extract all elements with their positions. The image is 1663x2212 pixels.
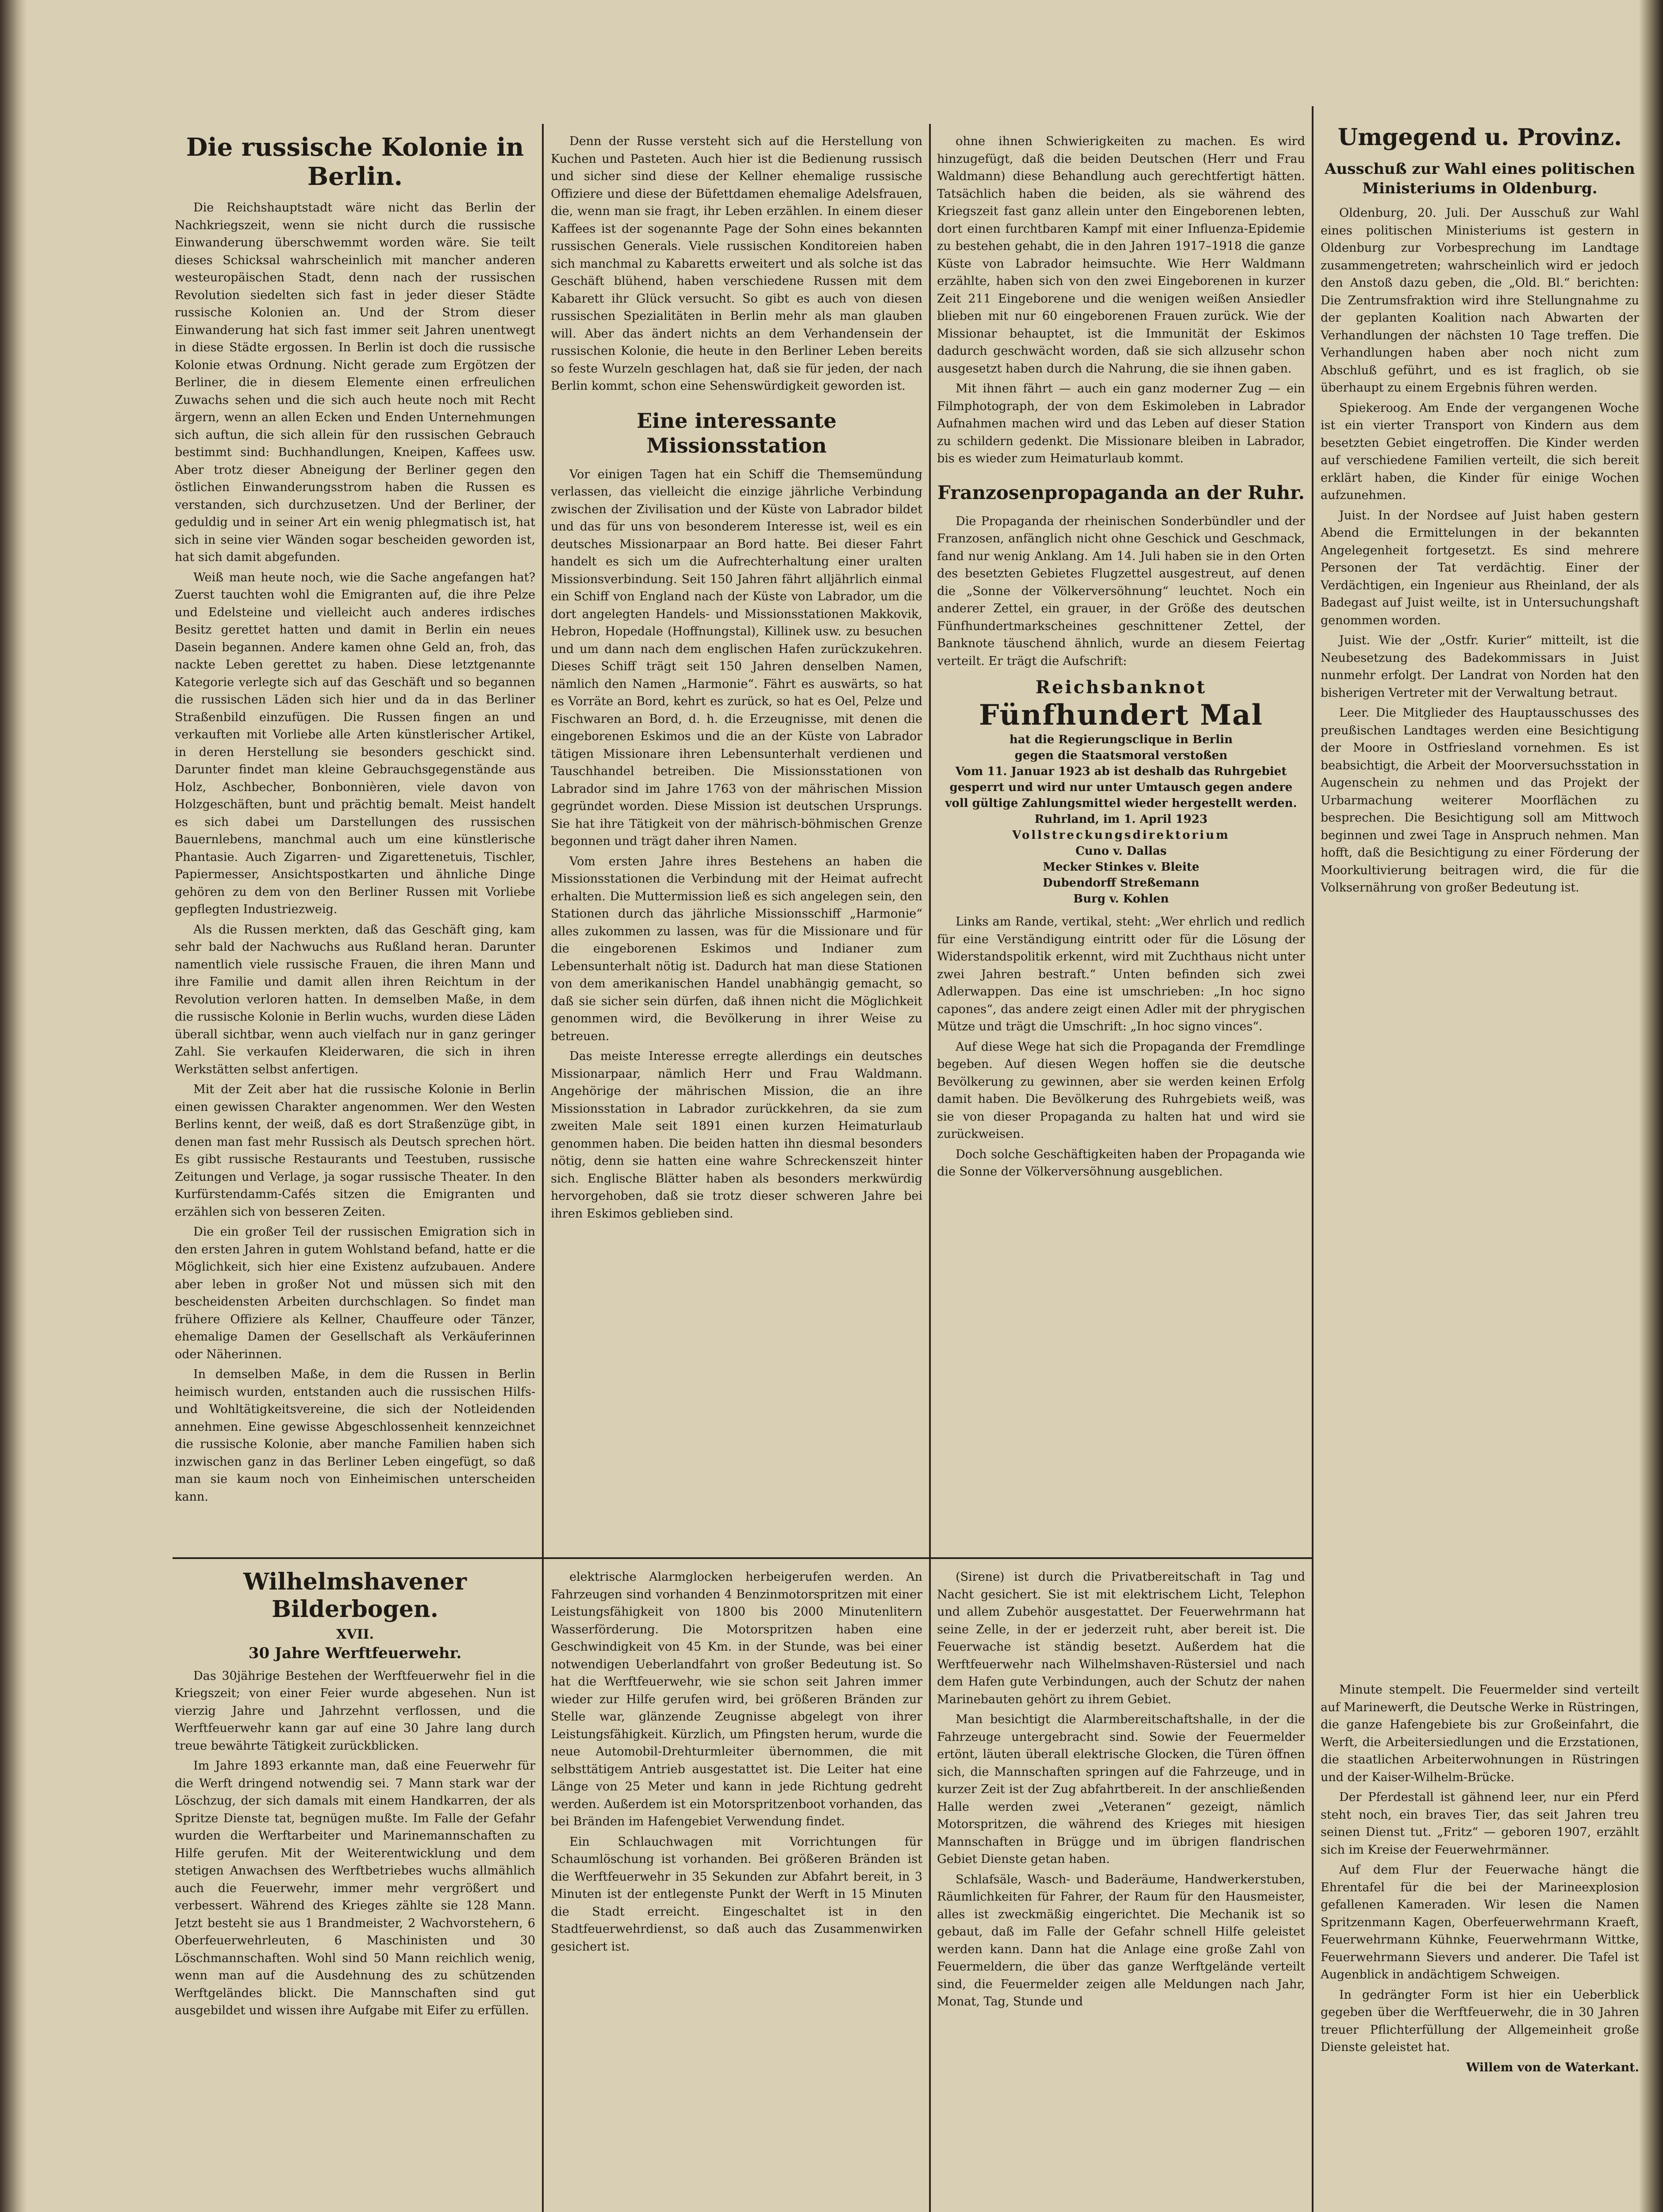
paragraph: Doch solche Geschäftigkeiten haben der Propaganda wie die Sonne der Völkerversöhnung ausgeblichen. xyxy=(937,1147,1305,1179)
bilderbogen-col-d xyxy=(1321,1681,1639,2212)
paragraph: Mit ihnen fährt — auch ein ganz moderner Zug — ein Filmphotograph, der von dem Eskimoleben in Labrador Aufnahmen machen wird und das Leben auf dieser Station zu schildern gedenkt. Die Missionare bleiben in Labrador, bis es wieder zum Heimaturlaub kommt. xyxy=(937,382,1305,465)
banknote-line: gegen die Staatsmoral verstoßen xyxy=(1014,749,1228,762)
bilderbogen-col-a xyxy=(175,1568,535,2212)
article-russian-colony xyxy=(175,133,535,1548)
paragraph: Minute stempelt. Die Feuermelder sind verteilt auf Marinewerft, die Deutsche Werke in Rüstringen, die ganze Hafengebiete bis zur Großeinfahrt, die Werft, die Arbeitersiedlungen und die Erzstationen, die staatlichen Arbeiterwohnungen in Rüstringen und der Kaiser-Wilhelm-Brücke. xyxy=(1321,1683,1639,1784)
column-rule xyxy=(542,1557,544,2212)
article-mission-station xyxy=(551,133,922,1548)
banknote-line: Vollstreckungsdirektorium xyxy=(1012,829,1230,842)
paragraph: ohne ihnen Schwierigkeiten zu machen. Es wird hinzugefügt, daß die beiden Deutschen (Herr und Frau Waldmann) diese Behandlung auch gerechtfertigt hätten. Tatsächlich haben die beiden, als sie während des Kriegszeit fast ganz allein unter den Eingeborenen lebten, dort einen furchtbaren Kampf mit einer Influenza-Epidemie zu bestehen gehabt, die in den Jahren 1917–1918 die ganze Küste von Labrador heimsuchte. Wie Herr Waldmann erzählte, haben sich von den zwei Eingeborenen in kurzer Zeit 211 Eingeborene und die wenigen weißen Ansiedler blieben mit nur 60 eingeborenen Frauen zurück. Wie der Missionar behauptet, ist die Immunität der Eskimos dadurch geschwächt worden, daß sie sich allzusehr schon ausgesetzt haben durch die Nahrung, die sie ihnen gaben. xyxy=(937,134,1305,376)
scan-edge-right xyxy=(1639,0,1663,2212)
column-rule xyxy=(1312,106,1314,2212)
subheadline: Ausschuß zur Wahl eines politischen Ministeriums in Oldenburg. xyxy=(1325,160,1635,197)
paragraph: Man besichtigt die Alarmbereitschaftshalle, in der die Fahrzeuge untergebracht sind. Sowie der Feuermelder ertönt, läuten überall elektrische Glocken, die Türen öffnen sich, die Mannschaften springen auf die Fahrzeuge, und in kurzer Zeit ist der Zug abfahrtbereit. In der anschließenden Halle werden zwei „Veteranen“ gezeigt, nämlich Motorspritzen, die während des Krieges mit hiesigen Mannschaften in Brügge und im übrigen flandrischen Gebiet Dienste getan haben. xyxy=(937,1713,1305,1866)
headline: Wilhelmshavener Bilderbogen. xyxy=(243,1568,467,1623)
paragraph: Juist. In der Nordsee auf Juist haben gestern Abend die Ermittelungen in der bekannten Angelegenheit fortgesetzt. Es sind mehrere Personen der Tat verdächtig. Einer der Verdächtigen, ein Ingenieur aus Rheinland, der als Badegast auf Juist weilte, ist in Untersuchungshaft genommen worden. xyxy=(1321,508,1639,627)
paragraph: In gedrängter Form ist hier ein Ueberblick gegeben über die Werftfeuerwehr, die in 30 Jahren treuer Pflichterfüllung der Allgemeinheit große Dienste geleistet hat. xyxy=(1321,1988,1639,2054)
paragraph: Juist. Wie der „Ostfr. Kurier“ mitteilt, ist die Neubesetzung des Badekommissars in Juist nunmehr erfolgt. Der Landrat von Norden hat den bisherigen Vertreter mit der Verwaltung betraut. xyxy=(1321,634,1639,700)
paragraph: (Sirene) ist durch die Privatbereitschaft in Tag und Nacht gesichert. Sie ist mit elektrischem Licht, Telephon und allem Zubehör ausgestattet. Der Feuerwehrmann hat seine Zelle, in der er jederzeit ruht, aber bereit ist. Die Feuerwache ist ständig besetzt. Außerdem hat die Werftfeuerwehr nach Wilhelmshaven-Rüstersiel und nach dem Hafen gute Verbindungen, auch der Schutz der nahen Marinebauten gehört zu ihrem Gebiet. xyxy=(937,1570,1305,1706)
paragraph: Als die Russen merkten, daß das Geschäft ging, kam sehr bald der Nachwuchs aus Rußland heran. Darunter namentlich viele russische Frauen, die ihren Mann und ihre Familie und damit allen ihren Reichtum in der Revolution verloren hatten. In demselben Maße, in dem die russische Kolonie in Berlin wuchs, wurden diese Läden überall sichtbar, wenn auch vielfach nur in ganz geringer Zahl. Sie verkaufen Kleiderwaren, die sich in ihren Werkstätten selbst anfertigen. xyxy=(175,922,535,1076)
paragraph: Die Reichshauptstadt wäre nicht das Berlin der Nachkriegszeit, wenn sie nicht durch die russische Einwanderung überschwemmt worden wäre. Sie teilt dieses Schicksal wahrscheinlich mit mancher anderen westeuropäischen Stadt, denn nach der russischen Revolution siedelten sich fast in jeder dieser Städte russische Kolonien an. Und der Strom dieser Einwanderung hat sich fast immer seit Jahren unentwegt in diese Städte ergossen. In Berlin ist doch die russische Kolonie etwas Ordnung. Nicht gerade zum Ergötzen der Berliner, die in diesem Elemente einen erfreulichen Zuwachs sehen und die sich auch heute noch mit Recht ärgern, wenn an allen Ecken und Enden Unternehmungen sich auftun, die sich allein für den russischen Gebrauch bestimmt sind: Buchhandlungen, Kneipen, Kaffees usw. Aber trotz dieser Abneigung der Berliner gegen den östlichen Einwanderungsstrom haben die Russen es verstanden, sich durchzusetzen. Und der Berliner, der geduldig und in seiner Art ein wenig phlegmatisch ist, hat sich in seine vier Wänden sogar bescheiden geworden ist, hat sich damit abgefunden. xyxy=(175,201,535,564)
paragraph: Weiß man heute noch, wie die Sache angefangen hat? Zuerst tauchten wohl die Emigranten auf, die ihre Pelze und Edelsteine und vielleicht auch anderes irdisches Besitz gerettet hatten und damit in Berlin ein neues Dasein begannen. Andere kamen ohne Geld an, froh, das nackte Leben gerettet zu haben. Diese letztgenannte Kategorie verlegte sich auf das Geschäft und so begannen die russischen Läden sich hier und da in das Berliner Straßenbild einzufügen. Die Russen fingen an und verkauften mit Vorliebe alle Arten künstlerischer Artikel, in deren Herstellung sie besonders geschickt sind. Darunter findet man kleine Gebrauchsgegenstände aus Holz, Aschbecher, Bonbonnièren, viele davon von Holzgeschäften, bunt und prächtig bemalt. Meist handelt es sich dabei um Darstellungen des russischen Bauernlebens, manchmal auch um eine künstlerische Phantasie. Auch Zigarren- und Zigarettenetuis, Tischler, Papiermesser, Ansichtspostkarten und ähnliche Dinge gehören zu dem von den Berliner Russen mit Vorliebe gepflegten Industriezweig. xyxy=(175,570,535,916)
scan-edge-left xyxy=(0,0,27,2212)
paragraph: Vom ersten Jahre ihres Bestehens an haben die Missionsstationen die Verbindung mit der Heimat aufrecht erhalten. Die Muttermission ließ es sich angelegen sein, den Stationen durch das jährliche Missionsschiff „Harmonie“ alles zukommen zu lassen, was für die Missionare und für die eingeborenen Eskimos und Indianer zum Lebensunterhalt nötig ist. Dadurch hat man diese Stationen von dem amerikanischen Handel unabhängig gemacht, so daß sie sicher sein dürfen, daß ihnen nicht die Möglichkeit genommen wird, die Bevölkerung in ihrer Weise zu betreuen. xyxy=(551,854,922,1043)
paragraph: Spiekeroog. Am Ende der vergangenen Woche ist ein vierter Transport von Kindern aus dem besetzten Gebiet eingetroffen. Die Kinder werden auf verschiedene Familien verteilt, die sich bereit erklärt haben, die Kinder für einige Wochen aufzunehmen. xyxy=(1321,401,1639,502)
author-signature: Willem von de Waterkant. xyxy=(1466,2060,1639,2074)
paragraph: Schlafsäle, Wasch- und Baderäume, Handwerkerstuben, Räumlichkeiten für Fahrer, der Raum für den Hausmeister, alles ist zweckmäßig eingerichtet. Die Mechanik ist so gebaut, daß im Falle der Gefahr schnell Hilfe geleistet werden kann. Dann hat die Anlage eine große Zahl von Feuermeldern, die über das ganze Werftgelände verteilt sind, die Feuermelder zeigen alle Meldungen nach Jahr, Monat, Tag, Stunde und xyxy=(937,1872,1305,2008)
paragraph: Mit der Zeit aber hat die russische Kolonie in Berlin einen gewissen Charakter angenommen. Wer den Westen Berlins kennt, der weiß, daß es dort Straßenzüge gibt, in denen man fast mehr Russisch als Deutsch sprechen hört. Es gibt russische Restaurants und Teestuben, russische Zeitungen und Verlage, ja sogar russische Theater. In den Kurfürstendamm-Cafés sitzen die Emigranten und erzählen sich von besseren Zeiten. xyxy=(175,1083,535,1219)
paragraph: Die Propaganda der rheinischen Sonderbündler und der Franzosen, anfänglich nicht ohne Geschick und Geschmack, fand nur wenig Anklang. Am 14. Juli haben sie in den Orten des besetzten Gebietes Flugzettel ausgestreut, auf denen die „Sonne der Völkerversöhnung“ leuchtet. Noch ein anderer Zettel, ein grauer, in der Größe des deutschen Fünfhundertmarkscheines geschnittener Zettel, der Banknote täuschend ähnlich, wurde an diesem Feiertag verteilt. Er trägt die Aufschrift: xyxy=(937,514,1305,668)
paragraph: Das 30jährige Bestehen der Werftfeuerwehr fiel in die Kriegszeit; von einer Feier wurde abgesehen. Nun ist vierzig Jahre und Jahrzehnt verflossen, und die Werftfeuerwehr kann gar auf eine 30 Jahre lang durch treue bewährte Tätigkeit zurückblicken. xyxy=(175,1669,535,1753)
paragraph: Auf dem Flur der Feuerwache hängt die Ehrentafel für die bei der Marineexplosion gefallenen Kameraden. Wir lesen die Namen Spritzenmann Kagen, Oberfeuerwehrmann Kraeft, Feuerwehrmann Kühnke, Feuerwehrmann Wittke, Feuerwehrmann Sievers und anderer. Die Tafel ist Augenblick in andächtigem Schweigen. xyxy=(1321,1863,1639,1982)
banknote-line: hat die Regierungsclique in Berlin xyxy=(1009,733,1233,746)
column-rule xyxy=(929,1557,931,2212)
banknote-line: Mecker Stinkes v. Bleite xyxy=(1043,860,1199,874)
paragraph: In demselben Maße, in dem die Russen in Berlin heimisch wurden, entstanden auch die russischen Hilfs- und Wohltätigkeitsvereine, die sich der Notleidenden annehmen. Eine gewisse Abgeschlossenheit kennzeichnet die russische Kolonie, aber manche Familien haben sich inzwischen ganz in das Berliner Leben eingefügt, so daß man sie kaum noch von Einheimischen unterscheiden kann. xyxy=(175,1367,535,1504)
paragraph: Oldenburg, 20. Juli. Der Ausschuß zur Wahl eines politischen Ministeriums ist gestern in Oldenburg zur Vorbesprechung im Landtage zusammengetreten; wahrscheinlich wird er jedoch den Anstoß dazu geben, die „Old. Bl.“ berichten: Die Zentrumsfraktion wird ihre Stellungnahme zu der geplanten Koalition nach Abwarten der Verhandlungen der nächsten 10 Tage treffen. Die Verhandlungen haben aber noch nicht zum Abschluß geführt, und es ist fraglich, ob sie überhaupt zu einem Ergebnis führen werden. xyxy=(1321,206,1639,395)
column-rule xyxy=(542,124,544,1677)
paragraph: Leer. Die Mitglieder des Hauptausschusses des preußischen Landtages werden eine Besichtigung der Moore in Ostfriesland vornehmen. Es ist beabsichtigt, die Arbeit der Moorversuchsstation in Augenschein zu nehmen und das Projekt der Urbarmachung weiterer Moorflächen zu besprechen. Die Besichtigung soll am Mittwoch beginnen und zwei Tage in Anspruch nehmen. Man hofft, daß die Besichtigung zu einer Förderung der Moorkultivierung beitragen wird, die für die Volksernährung von großer Bedeutung ist. xyxy=(1321,706,1639,895)
paragraph: Auf diese Wege hat sich die Propaganda der Fremdlinge begeben. Auf diesen Wegen hoffen sie die deutsche Bevölkerung zu gewinnen, aber sie werden keinen Erfolg damit haben. Die Bevölkerung des Ruhrgebiets weiß, was sie von dieser Propaganda zu halten hat und wird sie zurückweisen. xyxy=(937,1040,1305,1141)
section-headline: Umgegend u. Provinz. xyxy=(1337,124,1622,151)
banknote-line: Ruhrland, im 1. April 1923 xyxy=(1034,813,1208,826)
column-rule xyxy=(929,124,931,1677)
article-french-propaganda xyxy=(937,133,1305,1548)
paragraph: Die ein großer Teil der russischen Emigration sich in den ersten Jahren in gutem Wohlstand befand, hatte er die Möglichkeit, sich hier eine Existenz aufzubauen. Andere aber leben in großer Not und müssen sich mit den bescheidensten Arbeiten durchschlagen. So findet man frühere Offiziere als Kellner, Chauffeure oder Tänzer, ehemalige Damen der Gesellschaft als Verkäuferinnen oder Näherinnen. xyxy=(175,1225,535,1361)
paragraph: Das meiste Interesse erregte allerdings ein deutsches Missionarpaar, nämlich Herr und Frau Waldmann. Angehörige der mährischen Mission, die an ihre Missionsstation in Labrador zurückkehren, da sie zum zweiten Male seit 1891 einen kurzen Heimaturlaub genommen haben. Die beiden hatten ihn diesmal besonders nötig, denn sie hatten eine wahre Schreckenszeit hinter sich. Englische Blätter haben als besonders merkwürdig hervorgehoben, daß sie trotz dieser schweren Jahre bei ihren Eskimos geblieben sind. xyxy=(551,1049,922,1221)
paragraph: Der Pferdestall ist gähnend leer, nur ein Pferd steht noch, ein braves Tier, das seit Jahren treu seinen Dienst tut. „Fritz“ — geboren 1907, erzählt sich im Kreise der Feuerwehrmänner. xyxy=(1321,1790,1639,1857)
banknote-line: Burg v. Kohlen xyxy=(1073,892,1169,906)
paragraph: Vor einigen Tagen hat ein Schiff die Themsemündung verlassen, das vielleicht die einzige jährliche Verbindung zwischen der Zivilisation und der Küste von Labrador bildet und das für uns von besonderem Interesse ist, weil es ein deutsches Missionarpaar an Bord hatte. Bei dieser Fahrt handelt es sich um die Aufrechterhaltung einer uralten Missionsverbindung. Seit 150 Jahren fährt alljährlich einmal ein Schiff von England nach der Küste von Labrador, um die dort angelegten Handels- und Missionsstationen Makkovik, Hebron, Hopedale (Hoffnungstal), Killinek usw. zu besuchen und um dann nach dem englischen Hafen zurückzukehren. Dieses Schiff trägt seit 150 Jahren denselben Namen, nämlich den Namen „Harmonie“. Fährt es auswärts, so hat es Vorräte an Bord, kehrt es zurück, so hat es Oel, Pelze und Fischwaren an Bord, d. h. die Erzeugnisse, mit denen die eingeborenen Eskimos und die an der Küste von Labrador tätigen Missionare ihren Lebensunterhalt verdienen und Tauschhandel betreiben. Die Missionsstationen von Labrador sind im Jahre 1763 von der mährischen Mission gegründet worden. Diese Mission ist deutschen Ursprungs. Sie hat ihre Tätigkeit von der mährisch-böhmischen Grenze begonnen und trägt daher ihren Namen. xyxy=(551,467,922,848)
subheadline: 30 Jahre Werftfeuerwehr. xyxy=(248,1644,462,1662)
headline: Eine interessante Missionsstation xyxy=(637,408,837,457)
headline: Die russische Kolonie in Berlin. xyxy=(186,133,524,191)
series-number: XVII. xyxy=(336,1627,374,1642)
paragraph: Denn der Russe versteht sich auf die Herstellung von Kuchen und Pasteten. Auch hier ist die Bedienung russisch und sicher sind diese der Kellner ehemalige russische Offiziere und diese der Büfettdamen ehemalige Adelsfrauen, die, wenn man sie fragt, ihr Leben erzählen. In einem dieser Kaffees ist der sogenannte Page der Sohn eines bekannten russischen Generals. Viele russischen Konditoreien haben sich manchmal zu Kabaretts erweitert und als solche ist das Geschäft blühend, haben verschiedene Russen mit dem Kabarett ihr Glück versucht. So gibt es auch von diesen russischen Spezialitäten in Berlin mehr als man glauben will. Aber das ändert nichts an dem Verhandensein der russischen Kolonie, die heute in den Berliner Leben bereits so feste Wurzeln geschlagen hat, daß sie für jeden, der nach Berlin kommt, schon eine Sehenswürdigkeit geworden ist. xyxy=(551,134,922,393)
banknote-amount: Fünfhundert Mal xyxy=(979,699,1264,732)
paragraph: elektrische Alarmglocken herbeigerufen werden. An Fahrzeugen sind vorhanden 4 Benzinmotorspritzen mit einer Leistungsfähigkeit von 1800 bis 2000 Minutenlitern Wasserförderung. Die Motorspritzen haben eine Geschwindigkeit von 45 Km. in der Stunde, was bei einer notwendigen Ueberlandfahrt von großer Bedeutung ist. So hat die Werftfeuerwehr, wie sie schon seit Jahren immer wieder zur Hilfe gerufen wird, bei größeren Bränden zur Stelle war, glänzende Zeugnisse abgelegt von ihrer Leistungsfähigkeit. Kürzlich, um Pfingsten herum, wurde die neue Automobil-Drehturmleiter übernommen, die mit selbsttätigem Antrieb ausgestattet ist. Die Leiter hat eine Länge von 25 Meter und kann in jede Richtung gedreht werden. Außerdem ist ein Motorspritzenboot vorhanden, das bei Bränden im Hafengebiet Verwendung findet. xyxy=(551,1570,922,1828)
paragraph: Ein Schlauchwagen mit Vorrichtungen für Schaumlöschung ist vorhanden. Bei größeren Bränden ist die Werftfeuerwehr in 35 Sekunden zur Abfahrt bereit, in 3 Minuten ist der entlegenste Punkt der Werft in 15 Minuten die Stadt erreicht. Eingeschaltet ist in den Stadtfeuerwehrdienst, so daß auch das Zusammenwirken gesichert ist. xyxy=(551,1835,922,1954)
bilderbogen-col-c xyxy=(937,1568,1305,2212)
banknote-line: Dubendorff Streßemann xyxy=(1042,876,1200,890)
section-rule xyxy=(173,1557,1312,1559)
banknote-line: Cuno v. Dallas xyxy=(1075,845,1167,858)
paragraph: Links am Rande, vertikal, steht: „Wer ehrlich und redlich für eine Verständigung eintritt oder für die Lösung der Widerstandspolitik erkennt, wird mit Zuchthaus nicht unter zwei Jahren bestraft.“ Unten befinden sich zwei Adlerwappen. Das eine ist umschrieben: „In hoc signo capones“, das andere zeigt einen Adler mit der phrygischen Mütze und trägt die Umschrift: „In hoc signo vinces“. xyxy=(937,915,1305,1033)
banknote-title: Reichsbanknot xyxy=(1035,677,1207,698)
bilderbogen-col-b xyxy=(551,1568,922,2212)
banknote-line: Vom 11. Januar 1923 ab ist deshalb das Ruhrgebiet gesperrt und wird nur unter Umtausch gegen andere voll gültige Zahlungsmittel wieder hergestellt werden. xyxy=(945,765,1297,810)
headline: Franzosenpropaganda an der Ruhr. xyxy=(937,481,1305,503)
paragraph: Im Jahre 1893 erkannte man, daß eine Feuerwehr für die Werft dringend notwendig sei. 7 Mann stark war der Löschzug, der sich damals mit einem Handkarren, der als Spritze Dienste tat, begnügen mußte. Im Falle der Gefahr wurden die Werftarbeiter und Marinemannschaften zu Hilfe gerufen. Mit der Weiterentwicklung und dem stetigen Anwachsen des Werftbetriebes wuchs allmählich auch die Feuerwehr, immer mehr vergrößert und verbessert. Während des Krieges zählte sie 128 Mann. Jetzt besteht sie aus 1 Brandmeister, 2 Wachvorstehern, 6 Oberfeuerwehrleuten, 6 Maschinisten und 30 Löschmannschaften. Wohl sind 50 Mann reichlich wenig, wenn man auf die Ausdehnung des zu schützenden Werftgeländes blickt. Die Mannschaften sind gut ausgebildet und wissen ihre Aufgabe mit Eifer zu erfüllen. xyxy=(175,1759,535,2017)
